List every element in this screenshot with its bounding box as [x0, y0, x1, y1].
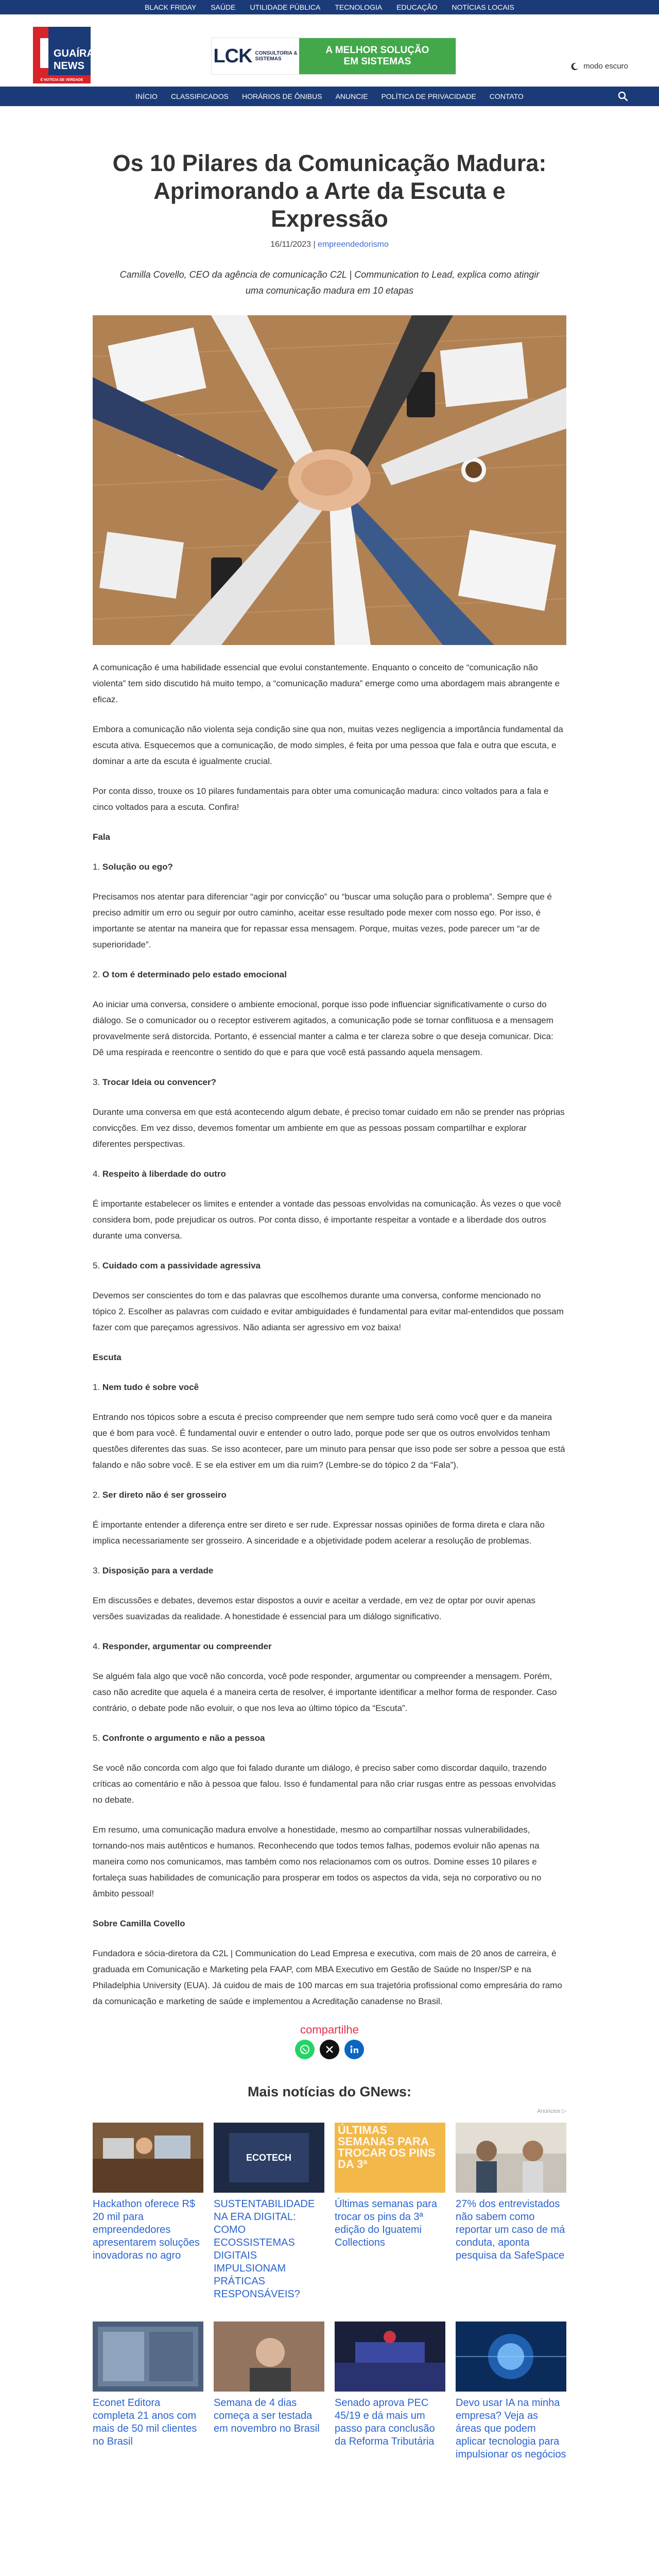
- ads-label[interactable]: Anúncios ▷: [537, 2108, 566, 2114]
- news-card[interactable]: [335, 2321, 445, 2461]
- news-card-title[interactable]: Últimas semanas para trocar os pins da 3ª edição do Iguatemi Collections: [335, 2198, 437, 2248]
- pillar-number: 1.: [93, 862, 100, 872]
- article: [93, 149, 566, 2059]
- more-news: [93, 2084, 566, 2461]
- moon-icon: [571, 62, 579, 71]
- banner-slogan-line2: EM SISTEMAS: [343, 56, 411, 67]
- logo-tagline: É NOTÍCIA DE VERDADE: [40, 78, 83, 82]
- pillar-number: 4.: [93, 1641, 100, 1651]
- news-thumbnail: [214, 2321, 324, 2392]
- topbar-link-educacao[interactable]: EDUCAÇÃO: [396, 3, 438, 11]
- news-thumbnail: [456, 2123, 566, 2193]
- banner-slogan-line1: A MELHOR SOLUÇÃO: [325, 45, 429, 56]
- dark-mode-label: modo escuro: [583, 62, 628, 71]
- pillar-title: Disposição para a verdade: [102, 1566, 214, 1575]
- pillar-heading: [93, 1074, 566, 1090]
- news-card-title[interactable]: Hackathon oferece R$ 20 mil para empreendedores apresentarem soluções inovadoras no agro: [93, 2198, 200, 2261]
- news-card-title[interactable]: Semana de 4 dias começa a ser testada em novembro no Brasil: [214, 2397, 320, 2434]
- article-paragraph: Precisamos nos atentar para diferenciar “agir por convicção” ou “buscar uma solução para o problema”. Sempre que é preciso admitir um erro ou seguir por outro caminho, aceitar esse resultado pode mexer com nosso ego. Por isso, é importante se atentar na maneira que for repassar essa mensagem. Porque, muitas vezes, pode parecer um “ar de superioridade”.: [93, 892, 552, 950]
- article-paragraph: Ao iniciar uma conversa, considere o ambiente emocional, porque isso pode influenciar significativamente o curso do diálogo. Se o comunicador ou o receptor estiverem agitados, a comunicação pode se tornar conflituosa e a mensagem provavelmente será distorcida. Portanto, é essencial manter a calma e ter clareza sobre o que deseja comunicar. Dica: Dê uma respirada e reencontre o sentido do que e para que você está passando aquela mensagem.: [93, 999, 553, 1057]
- site-logo[interactable]: [33, 27, 91, 83]
- meta-separator: |: [313, 240, 316, 249]
- pillar-title: Confronte o argumento e não a pessoa: [102, 1733, 265, 1743]
- news-card[interactable]: [93, 2321, 203, 2461]
- article-paragraph: Em discussões e debates, devemos estar dispostos a ouvir e aceitar a verdade, em vez de optar por ouvir apenas versões suavizadas da realidade. A honestidade é essencial para um diálogo significativo.: [93, 1596, 535, 1621]
- pillar-heading: [93, 1379, 566, 1395]
- pillar-heading: [93, 967, 566, 982]
- logo-text-guaira: GUAÍRA: [54, 48, 91, 59]
- topbar-link-noticias-locais[interactable]: NOTÍCIAS LOCAIS: [452, 3, 514, 11]
- main-nav: [0, 87, 659, 106]
- news-card[interactable]: [93, 2123, 203, 2301]
- news-card[interactable]: [456, 2123, 566, 2301]
- news-card[interactable]: [335, 2123, 445, 2301]
- pillar-title: Responder, argumentar ou compreender: [102, 1641, 272, 1651]
- pillar-heading: [93, 1638, 566, 1654]
- pillar-title: Respeito à liberdade do outro: [102, 1169, 226, 1179]
- pillar-title: Trocar Ideia ou convencer?: [102, 1077, 216, 1087]
- section-heading-escuta: Escuta: [93, 1352, 122, 1362]
- pillar-title: Solução ou ego?: [102, 862, 173, 872]
- topbar-link-black-friday[interactable]: BLACK FRIDAY: [145, 3, 197, 11]
- pillar-number: 3.: [93, 1077, 100, 1087]
- share-label: compartilhe: [300, 2023, 359, 2036]
- banner-sub-line2: SISTEMAS: [255, 56, 282, 62]
- banner-brand-sub: [255, 50, 298, 62]
- banner-sub-line1: CONSULTORIA &: [255, 50, 298, 56]
- topbar-link-saude[interactable]: SAÚDE: [211, 3, 236, 11]
- news-card-title[interactable]: 27% dos entrevistados não sabem como reportar um caso de má conduta, aponta pesquisa da SafeSpace: [456, 2198, 565, 2261]
- pillar-number: 5.: [93, 1261, 100, 1270]
- about-author-heading: Sobre Camilla Covello: [93, 1919, 185, 1928]
- pillar-number: 5.: [93, 1733, 100, 1743]
- top-bar: [0, 0, 659, 14]
- nav-item-horarios-onibus[interactable]: HORÁRIOS DE ÔNIBUS: [241, 92, 322, 100]
- topbar-link-utilidade-publica[interactable]: UTILIDADE PÚBLICA: [250, 3, 321, 11]
- article-meta: [93, 240, 566, 249]
- x-icon[interactable]: [320, 2040, 339, 2059]
- article-paragraph: É importante entender a diferença entre ser direto e ser rude. Expressar nossas opiniões de forma direta e clara não implica necessariamente ser grosseiro. A sinceridade e a objetividade podem acelerar a resolução de problemas.: [93, 1520, 545, 1546]
- section-heading-fala: Fala: [93, 832, 111, 842]
- article-paragraph: Se você não concorda com algo que foi falado durante um diálogo, é preciso saber como discordar daquilo, trazendo críticas ao comentário e não à pessoa que falou. Isso é fundamental para não criar rusgas entre as pessoas envolvidas no debate.: [93, 1763, 556, 1805]
- banner-brand: LCK: [213, 45, 252, 67]
- pillar-heading: [93, 1487, 566, 1503]
- thumb-headline-text: ÚLTIMAS SEMANAS PARA TROCAR OS PINS DA 3ª: [338, 2124, 436, 2171]
- pillar-title: Ser direto não é ser grosseiro: [102, 1490, 227, 1500]
- pillar-heading: [93, 1258, 566, 1274]
- article-lead: Camilla Covello, CEO da agência de comunicação C2L | Communication to Lead, explica como atingir uma comunicação madura em 10 etapas: [119, 269, 540, 296]
- pillar-number: 2.: [93, 1490, 100, 1500]
- news-thumbnail: [456, 2321, 566, 2392]
- article-paragraph: Em resumo, uma comunicação madura envolve a honestidade, mesmo ao compartilhar nossas vulnerabilidades, tornando-nos mais autênticos e humanos. Reconhecendo que todos temos falhas, podemos evoluir não apenas na maneira como nos comunicamos, mas também como nos relacionamos com os outros. Domine esses 10 pilares e fortaleça suas habilidades de comunicação para prosperar em todos os aspectos da vida, seja no corporativo ou no âmbito pessoal!: [93, 1825, 542, 1899]
- pillar-number: 1.: [93, 1382, 100, 1392]
- news-card-title[interactable]: Senado aprova PEC 45/19 e dá mais um passo para conclusão da Reforma Tributária: [335, 2397, 435, 2447]
- more-news-grid: [93, 2123, 566, 2461]
- news-card-title[interactable]: Devo usar IA na minha empresa? Veja as áreas que podem aplicar tecnologia para impulsionar os negócios: [456, 2397, 566, 2460]
- search-icon[interactable]: [618, 91, 628, 101]
- article-paragraph: Devemos ser conscientes do tom e das palavras que escolhemos durante uma conversa, conforme mencionado no tópico 2. Escolher as palavras com cuidado e evitar ambiguidades é fundamental para evitar mal-entendidos que possam fazer com que pareçamos agressivos. Não adianta ser agressivo em voz baixa!: [93, 1291, 564, 1332]
- whatsapp-icon[interactable]: [295, 2040, 315, 2059]
- pillar-number: 4.: [93, 1169, 100, 1179]
- share-block: [93, 2023, 566, 2059]
- topbar-link-tecnologia[interactable]: TECNOLOGIA: [335, 3, 383, 11]
- nav-item-contato[interactable]: CONTATO: [489, 92, 524, 100]
- nav-item-politica-privacidade[interactable]: POLÍTICA DE PRIVACIDADE: [381, 92, 476, 100]
- article-category-link[interactable]: empreendedorismo: [318, 240, 389, 249]
- hero-image: [93, 315, 566, 645]
- news-thumbnail: [93, 2321, 203, 2392]
- news-thumbnail: [335, 2123, 445, 2193]
- news-thumbnail: [335, 2321, 445, 2392]
- nav-item-inicio[interactable]: INÍCIO: [135, 92, 158, 100]
- news-thumbnail: [214, 2123, 324, 2193]
- pillar-number: 2.: [93, 970, 100, 979]
- pillar-heading: [93, 1730, 566, 1746]
- pillar-title: Nem tudo é sobre você: [102, 1382, 199, 1392]
- article-title: Os 10 Pilares da Comunicação Madura: Aprimorando a Arte da Escuta e Expressão: [112, 150, 547, 232]
- nav-item-classificados[interactable]: CLASSIFICADOS: [170, 92, 229, 100]
- article-body: [93, 659, 566, 2009]
- logo-text-news: NEWS: [54, 60, 84, 72]
- share-icons: [93, 2040, 566, 2059]
- lck-ad-banner[interactable]: [211, 38, 456, 75]
- about-author-paragraph: Fundadora e sócia-diretora da C2L | Communication do Lead Empresa e executiva, com mais de 20 anos de carreira, é graduada em Comunicação e Marketing pela FAAP, com MBA Executivo em Gestão de Saúde no Insper/SP e na Philadelphia University (EUA). Já cuidou de mais de 100 marcas em sua trajetória profissional como empresária do ramo da comunicação e marketing de saúde e implementou a Acreditação canadense no Brasil.: [93, 1948, 562, 2006]
- site-header: [0, 14, 659, 87]
- banner-brand-block: [212, 38, 299, 74]
- pillar-number: 3.: [93, 1566, 100, 1575]
- article-paragraph: Durante uma conversa em que está acontecendo algum debate, é preciso tomar cuidado em não se prender nas próprias convicções. Em vez disso, devemos fomentar um ambiente em que as pessoas possam compartilhar e explorar diferentes perspectivas.: [93, 1107, 565, 1149]
- article-paragraph: Por conta disso, trouxe os 10 pilares fundamentais para obter uma comunicação madura: cinco voltados para a fala e cinco voltados para a escuta. Confira!: [93, 786, 549, 812]
- linkedin-icon[interactable]: [344, 2040, 364, 2059]
- news-card[interactable]: [214, 2123, 324, 2301]
- banner-slogan: [299, 38, 456, 74]
- article-paragraph: Entrando nos tópicos sobre a escuta é preciso compreender que nem sempre tudo será como você quer e da maneira que é bom para você. É fundamental ouvir e entender o outro lado, porque pode ser que os outros envolvidos tenham questões diferentes das suas. Se isso acontecer, pare um minuto para pensar que isso pode ser sobre a pessoa que está falando e não sobre você. E se ela estiver em um dia ruim? (Lembre-se do tópico 2 da “Fala”).: [93, 1412, 565, 1470]
- news-card-title[interactable]: SUSTENTABILIDADE NA ERA DIGITAL: COMO ECOSSISTEMAS DIGITAIS IMPULSIONAM PRÁTICAS RESPONSÁVEIS?: [214, 2198, 315, 2300]
- article-paragraph: É importante estabelecer os limites e entender a vontade das pessoas envolvidas na comunicação. Às vezes o que você considera bom, pode prejudicar os outros. Por conta disso, é importante respeitar a vontade e a liberdade dos outros durante uma conversa.: [93, 1199, 562, 1241]
- pillar-title: O tom é determinado pelo estado emocional: [102, 970, 287, 979]
- article-paragraph: Embora a comunicação não violenta seja condição sine qua non, muitas vezes negligencia a importância fundamental da escuta ativa. Esquecemos que a comunicação, de modo simples, é feita por uma pessoa que fala e outra que escuta, e dominar a arte da escuta é igualmente crucial.: [93, 724, 563, 766]
- nav-item-anuncie[interactable]: ANUNCIE: [335, 92, 368, 100]
- more-news-title: Mais notícias do GNews:: [247, 2084, 412, 2099]
- news-thumbnail: [93, 2123, 203, 2193]
- thumb-brand-text: ECOTECH: [246, 2153, 292, 2163]
- news-card[interactable]: [456, 2321, 566, 2461]
- article-date: 16/11/2023: [270, 240, 311, 249]
- pillar-title: Cuidado com a passividade agressiva: [102, 1261, 261, 1270]
- dark-mode-toggle[interactable]: [571, 62, 628, 71]
- pillar-heading: [93, 1563, 566, 1579]
- pillar-heading: [93, 859, 566, 875]
- news-card-title[interactable]: Econet Editora completa 21 anos com mais de 50 mil clientes no Brasil: [93, 2397, 197, 2447]
- news-card[interactable]: [214, 2321, 324, 2461]
- article-paragraph: Se alguém fala algo que você não concorda, você pode responder, argumentar ou compreender a mensagem. Porém, caso não acredite que aquela é a maneira certa de resolver, é importante identificar a melhor forma de responder. Caso contrário, o debate pode não evoluir, o que nos leva ao último tópico da “Escuta”.: [93, 1671, 557, 1713]
- article-paragraph: A comunicação é uma habilidade essencial que evolui constantemente. Enquanto o conceito de “comunicação não violenta” tem sido discutido há muito tempo, a “comunicação madura” emerge como uma abordagem mais abrangente e eficaz.: [93, 663, 560, 704]
- pillar-heading: [93, 1166, 566, 1182]
